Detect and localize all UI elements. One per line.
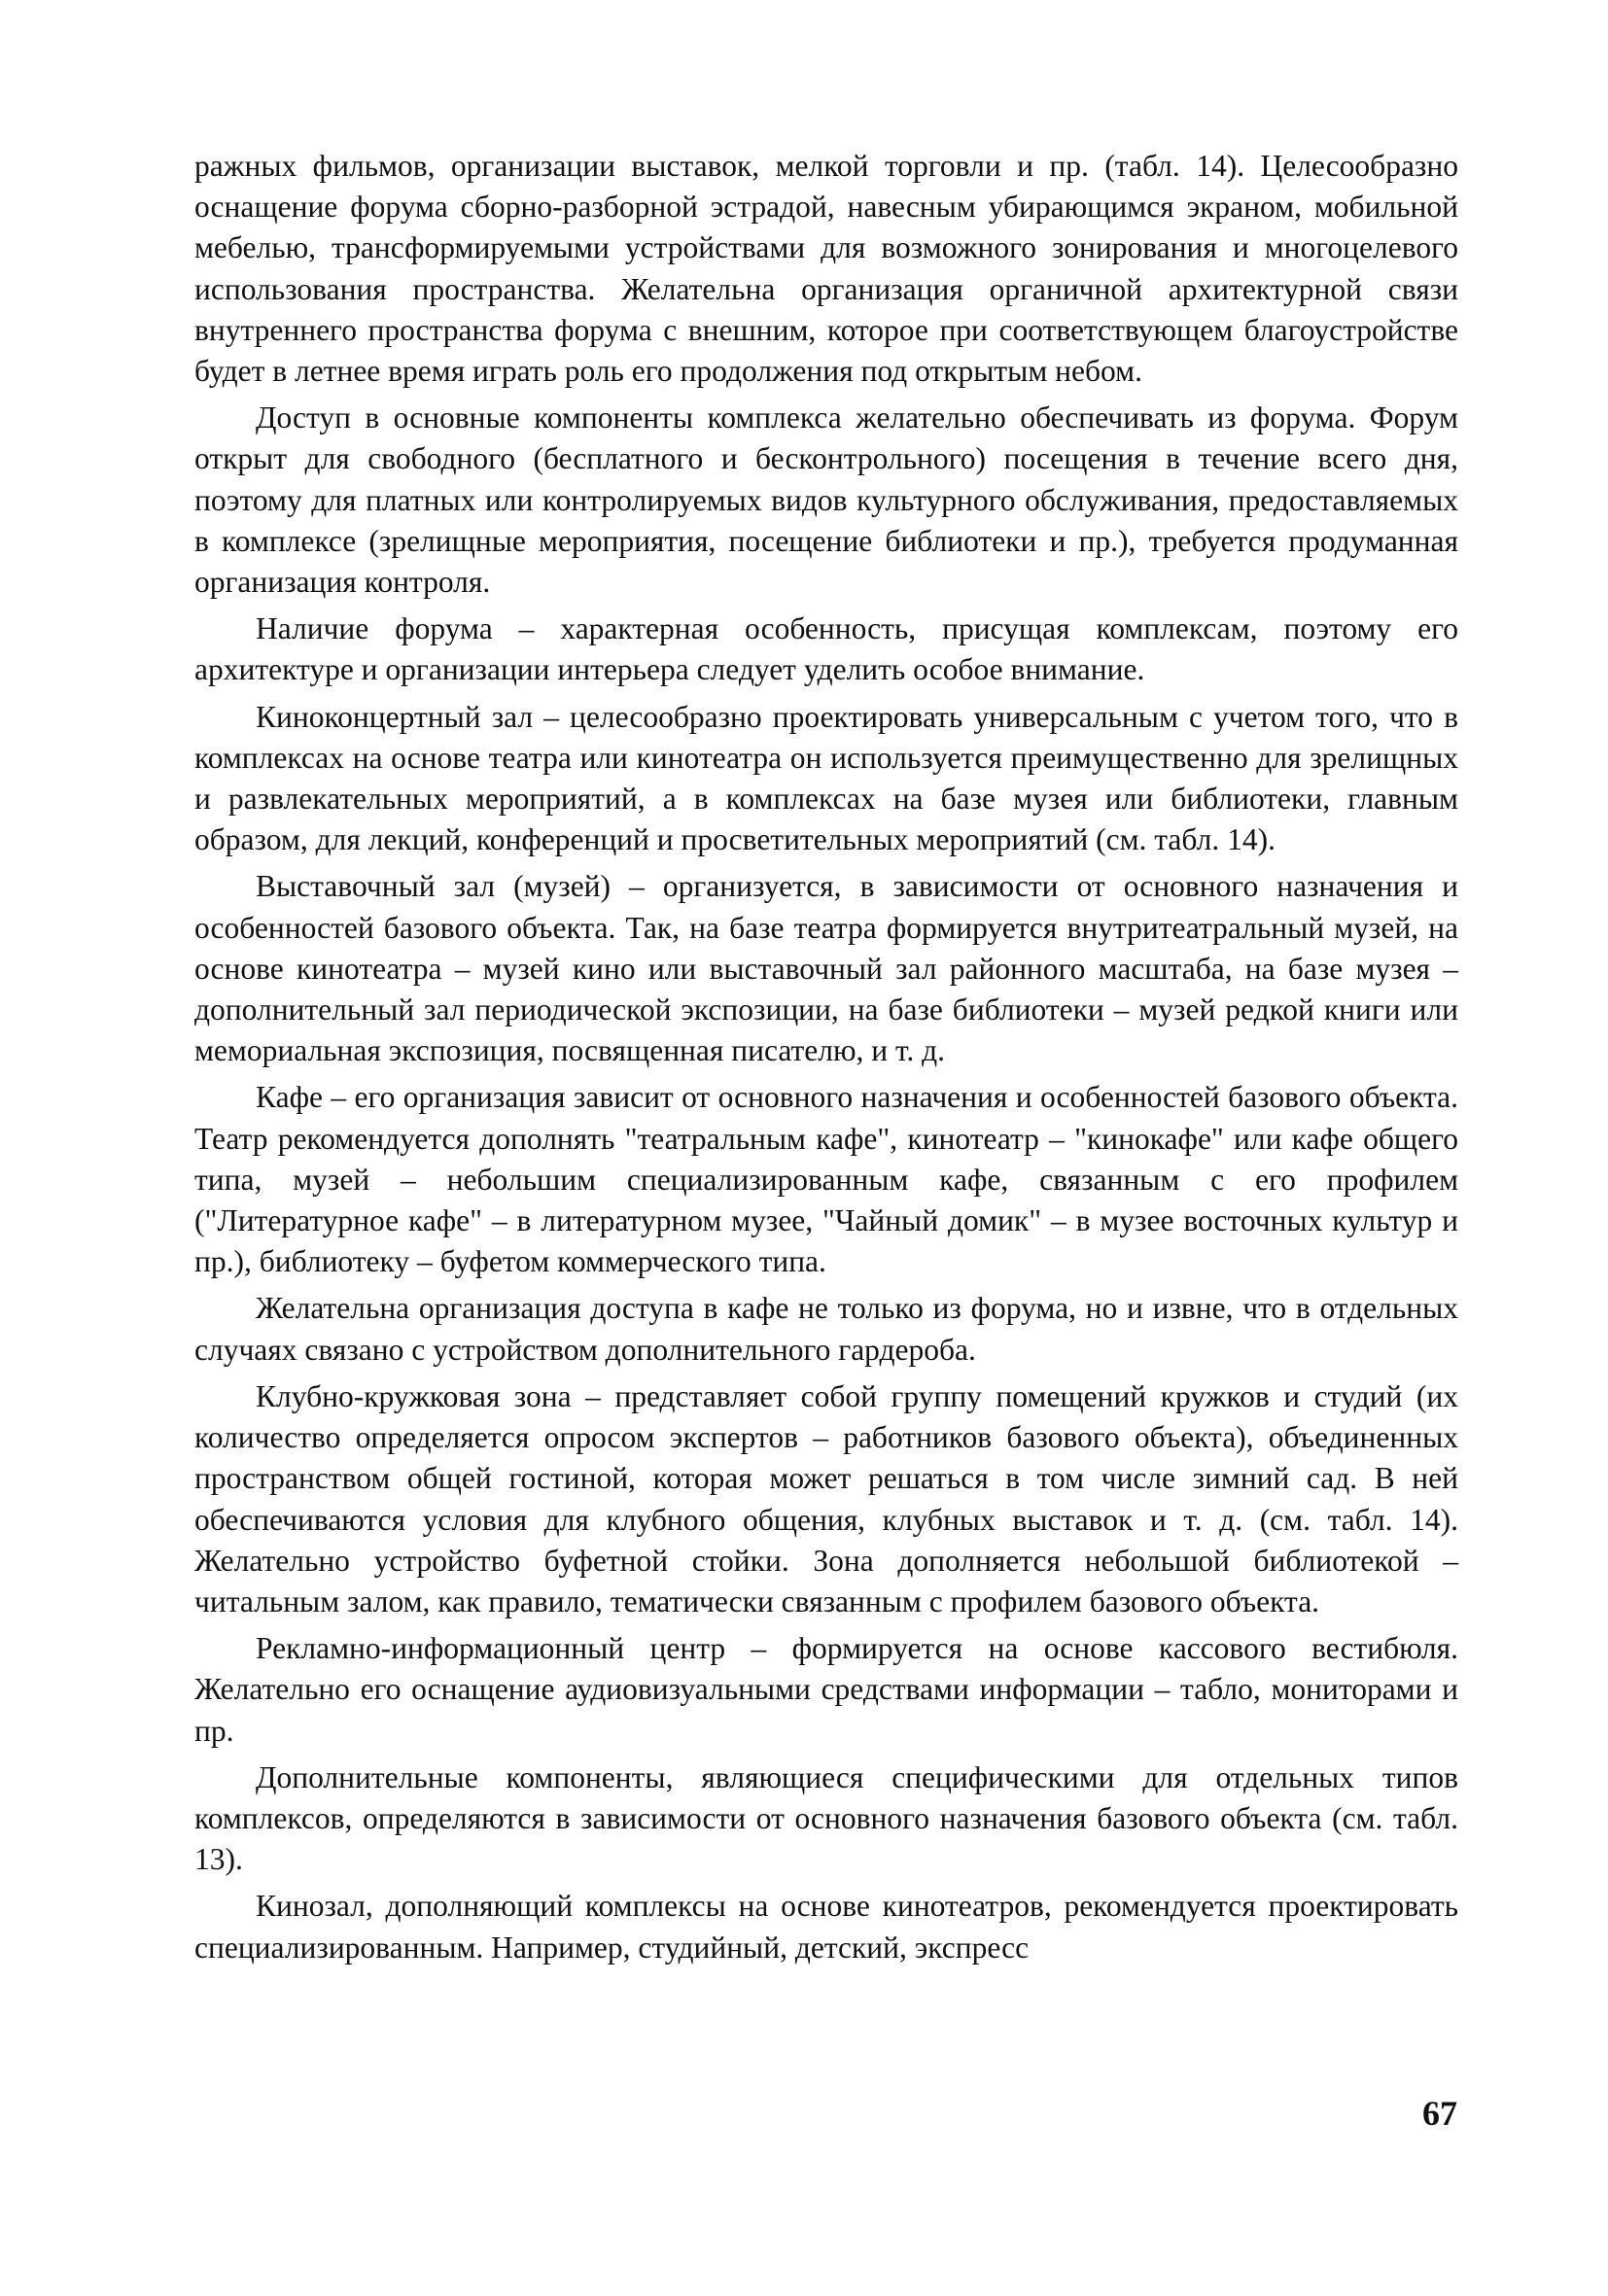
paragraph-continuation: ражных фильмов, организации выставок, мелкой торговли и пр. (табл. 14). Целесообразно оснащение форума сборно-разборной эстрадой, навесным убирающимся экраном, мобильной мебелью, трансформируемыми устройствами для возможного зонирования и многоцелевого использования пространства. Желательна организация органичной архитектурной связи внутреннего пространства форума с внешним, которое при соответствующем благоустройстве будет в летнее время играть роль его продолжения под открытым небом.: [194, 149, 1458, 389]
paragraph-exhibition-hall: Выставочный зал (музей) – организуется, в зависимости от основного назначения и особенностей базового объекта. Так, на базе театра формируется внутритеатральный музей, на основе кинотеатра – музей кино или выставочный зал районного масштаба, на базе музея – дополнительный зал периодической экспозиции, на базе библиотеки – музей редкой книги или мемориальная экспозиция, посвященная писателю, и т. д.: [194, 869, 1458, 1068]
paragraph-info-center: Рекламно-информационный центр – формируется на основе кассового вестибюля. Желательно его оснащение аудиовизуальными средствами информации – табло, мониторами и пр.: [194, 1631, 1458, 1748]
paragraph-cafe: Кафе – его организация зависит от основного назначения и особенностей базового объекта. Театр рекомендуется дополнять "театральным кафе", кинотеатр – "кинокафе" или кафе общего типа, музей – небольшим специализированным кафе, связанным с его профилем ("Литературное кафе" – в литературном музее, "Чайный домик" – в музее восточных культур и пр.), библиотеку – буфетом коммерческого типа.: [194, 1080, 1458, 1279]
paragraph-additional-components: Дополнительные компоненты, являющиеся специфическими для отдельных типов комплексов, определяются в зависимости от основного назначения базового объекта (см. табл. 13).: [194, 1759, 1458, 1877]
paragraph-access: Доступ в основные компоненты комплекса желательно обеспечивать из форума. Форум открыт для свободного (бесплатного и бесконтрольного) посещения в течение всего дня, поэтому для платных или контролируемых видов культурного обслуживания, предоставляемых в комплексе (зрелищные мероприятия, посещение библиотеки и пр.), требуется продуманная организация контроля.: [194, 400, 1458, 600]
paragraph-forum: Наличие форума – характерная особенность, присущая комплексам, поэтому его архитектуре и организации интерьера следует уделить особое внимание.: [194, 611, 1458, 687]
paragraph-concert-hall: Киноконцертный зал – целесообразно проектировать универсальным с учетом того, что в комплексах на основе театра или кинотеатра он используется преимущественно для зрелищных и развлекательных мероприятий, а в комплексах на базе музея или библиотеки, главным образом, для лекций, конференций и просветительных мероприятий (см. табл. 14).: [194, 699, 1458, 857]
paragraph-cafe-access: Желательна организация доступа в кафе не только из форума, но и извне, что в отдельных случаях связано с устройством дополнительного гардероба.: [194, 1291, 1458, 1367]
page-body: [194, 146, 1458, 1974]
paragraph-cinema-hall: Кинозал, дополняющий комплексы на основе кинотеатров, рекомендуется проектировать специализированным. Например, студийный, детский, экспресс: [194, 1889, 1458, 1965]
page-number: 67: [1422, 2094, 1457, 2133]
paragraph-club-zone: Клубно-кружковая зона – представляет собой группу помещений кружков и студий (их количество определяется опросом экспертов – работников базового объекта), объединенных пространством общей гостиной, которая может решаться в том числе зимний сад. В ней обеспечиваются условия для клубного общения, клубных выставок и т. д. (см. табл. 14). Желательно устройство буфетной стойки. Зона дополняется небольшой библиотекой – читальным залом, как правило, тематически связанным с профилем базового объекта.: [194, 1378, 1458, 1618]
